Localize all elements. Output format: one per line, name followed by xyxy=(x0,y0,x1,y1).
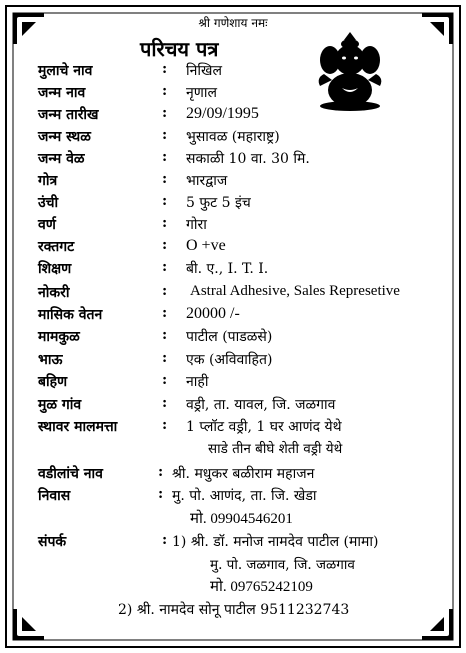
field-value: 1) श्री. डॉ. मनोज नामदेव पाटील (मामा) xyxy=(172,534,379,550)
field-label: संपर्क xyxy=(38,534,67,550)
residence-phone: मो. 09904546201 xyxy=(190,511,293,527)
field-value: नाही xyxy=(186,374,209,390)
field-colon: : xyxy=(162,193,168,209)
field-value: मु. पो. आणंद, ता. जि. खेडा xyxy=(172,488,317,504)
field-value: श्री. मधुकर बळीराम महाजन xyxy=(172,466,315,482)
field-value: वड्री, ता. यावल, जि. जळगाव xyxy=(186,397,336,413)
field-colon: : xyxy=(162,127,168,143)
field-label: वडीलांचे नाव xyxy=(38,466,103,482)
field-value: 20000 /- xyxy=(186,305,240,322)
field-value: Astral Adhesive, Sales Represetive xyxy=(190,283,400,299)
field-colon: : xyxy=(162,61,168,77)
invocation-text: श्री गणेशाय नमः xyxy=(198,16,268,30)
field-label: मुलाचे नाव xyxy=(38,63,93,79)
field-colon: : xyxy=(162,149,168,165)
field-value: 29/09/1995 xyxy=(186,105,259,122)
field-label: जन्म वेळ xyxy=(38,151,85,167)
field-colon: : xyxy=(162,237,168,253)
page-title: परिचय पत्र xyxy=(140,37,219,61)
field-colon: : xyxy=(158,486,164,502)
field-colon: : xyxy=(162,259,168,275)
contact1-address: मु. पो. जळगाव, जि. जळगाव xyxy=(210,557,355,573)
field-label: मुळ गांव xyxy=(38,397,82,413)
field-colon: : xyxy=(162,171,168,187)
field-label: स्थावर मालमत्ता xyxy=(38,419,118,435)
property-line-2: साडे तीन बीघे शेती वड्री येथे xyxy=(208,441,343,457)
field-label: वर्ण xyxy=(38,217,56,233)
field-value: 5 फुट 5 इंच xyxy=(186,195,251,211)
field-colon: : xyxy=(162,327,168,343)
field-value: एक (अविवाहित) xyxy=(186,352,273,368)
field-value: पाटील (पाडळसे) xyxy=(186,329,273,345)
field-colon: : xyxy=(162,350,168,366)
field-value: 1 प्लॉट वड्री, 1 घर आणंद येथे xyxy=(186,419,342,435)
field-label: उंची xyxy=(38,195,59,211)
contact2-line: 2) श्री. नामदेव सोनू पाटील 9511232743 xyxy=(118,602,350,618)
field-label: गोत्र xyxy=(38,173,58,189)
field-label: मामकुळ xyxy=(38,329,80,345)
field-colon: : xyxy=(162,83,168,99)
field-value: O +ve xyxy=(186,237,226,254)
field-label: शिक्षण xyxy=(38,261,72,277)
field-colon: : xyxy=(162,283,168,299)
field-value: भुसावळ (महाराष्ट्र) xyxy=(186,129,280,145)
field-colon: : xyxy=(158,464,164,480)
field-label: रक्तगट xyxy=(38,239,75,255)
ganesh-silhouette-icon xyxy=(312,30,388,112)
field-label: नोकरी xyxy=(38,285,70,301)
contact1-phone: मो. 09765242109 xyxy=(210,579,313,595)
field-colon: : xyxy=(162,305,168,321)
field-value: निखिल xyxy=(186,63,222,79)
field-label: भाऊ xyxy=(38,352,63,368)
field-colon: : xyxy=(162,395,168,411)
field-value: गोरा xyxy=(186,217,207,233)
field-colon: : xyxy=(162,417,168,433)
field-label: बहिण xyxy=(38,374,68,390)
field-label: निवास xyxy=(38,488,71,504)
field-value: बी. ए., I. T. I. xyxy=(186,261,269,277)
field-colon: : xyxy=(162,372,168,388)
field-label: जन्म स्थळ xyxy=(38,129,91,145)
decorative-corner-icon xyxy=(13,609,44,640)
field-label: जन्म नाव xyxy=(38,85,86,101)
field-value: नृणाल xyxy=(186,85,218,101)
field-value: भारद्वाज xyxy=(186,173,228,189)
field-value: सकाळी 10 वा. 30 मि. xyxy=(186,151,310,167)
decorative-corner-icon xyxy=(422,609,453,640)
field-colon: : xyxy=(162,215,168,231)
field-label: मासिक वेतन xyxy=(38,307,103,323)
field-colon: : xyxy=(162,105,168,121)
field-label: जन्म तारीख xyxy=(38,107,99,123)
field-colon: : xyxy=(162,532,168,548)
